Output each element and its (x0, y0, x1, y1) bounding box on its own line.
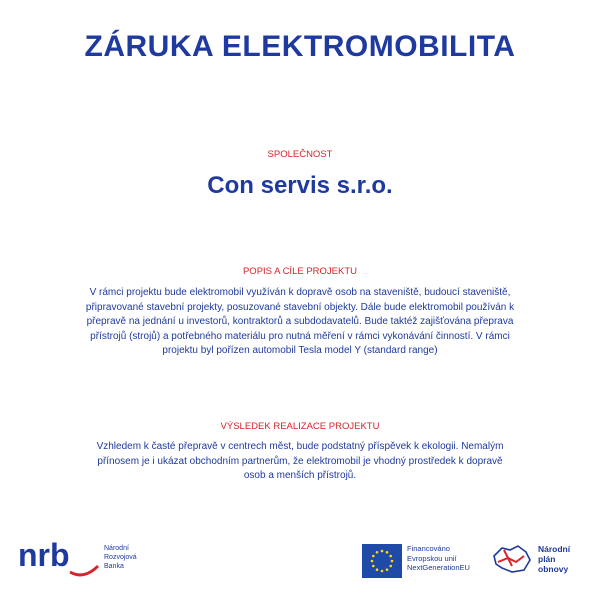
result-line: přínosem je i ukázat obchodním partnerům, že elektromobil je vhodný prostředek k dopravě (97, 455, 503, 467)
description-line: projektu byl pořízen automobil Tesla model Y (standard range) (162, 345, 438, 357)
nrb-name-line: Rozvojová (104, 554, 137, 561)
result-line: Vzhledem k časté přepravě v centrech měst, bude podstatný příspěvek k ekologii. Nemalým (96, 441, 504, 452)
eu-funding-logo (362, 544, 492, 580)
result-line: osob a menších přístrojů. (243, 470, 357, 482)
description-line: přepravě na jednání u investorů, kontraktorů a subdodavatelů. Bude taktéž zajišťována přeprava (86, 316, 514, 328)
eu-text-line: Evropskou unií (407, 553, 457, 563)
description-line: přístrojů (strojů) a potřebného materiálu pro nutná měření v rámci vykonávání činností. V rámci (90, 330, 510, 342)
description-line: V rámci projektu bude elektromobil využíván k dopravě osob na staveniště, budoucí staveniště, (89, 287, 511, 298)
nrb-name (104, 544, 137, 571)
eu-text-line: Financováno (407, 544, 450, 553)
eu-text-line: NextGenerationEU (407, 563, 470, 572)
eu-flag-icon (362, 544, 402, 578)
page-title: ZÁRUKA ELEKTROMOBILITA (84, 30, 516, 63)
description-line: připravované stavební projekty, posuzované stavební objekty. Dále bude elektromobil používán k (85, 301, 515, 313)
npo-logo (490, 540, 590, 584)
eu-funding-text (407, 544, 470, 573)
nrb-name-line: Národní (104, 545, 129, 552)
nrb-name-line: Banka (104, 563, 124, 570)
nrb-logo (18, 536, 168, 580)
npo-text-line: obnovy (538, 564, 569, 574)
npo-text-line: Národní (538, 544, 571, 554)
company-name: Con servis s.r.o. (207, 172, 393, 199)
description-text (60, 286, 540, 359)
npo-text (538, 544, 570, 574)
nrb-logo-text: nrb (18, 537, 70, 573)
footer-logos (0, 530, 600, 585)
czech-map-icon (490, 540, 534, 580)
npo-text-line: plán (538, 554, 556, 564)
description-label: POPIS A CÍLE PROJEKTU (242, 266, 358, 277)
company-label: SPOLEČNOST (267, 149, 333, 160)
nrb-logo-icon (18, 536, 102, 580)
result-text (60, 440, 540, 484)
result-label: VÝSLEDEK REALIZACE PROJEKTU (220, 421, 380, 432)
